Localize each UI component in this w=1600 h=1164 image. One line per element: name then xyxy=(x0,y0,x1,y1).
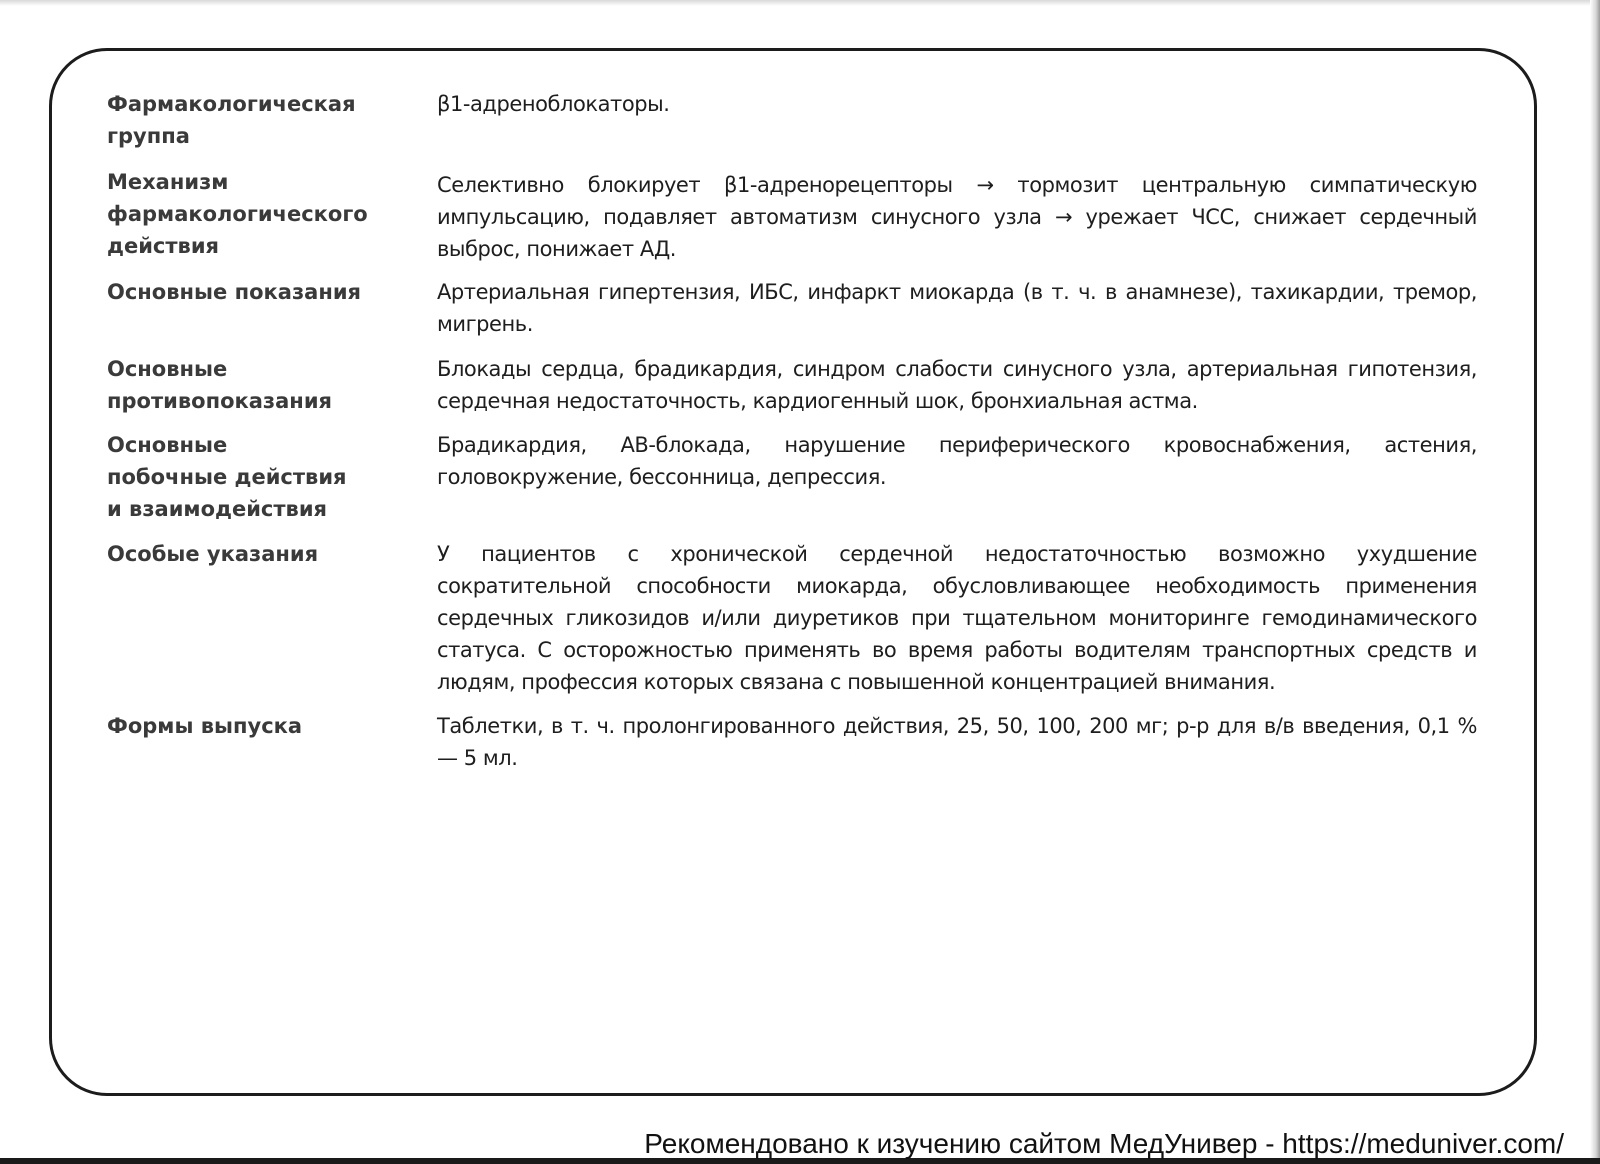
row-label: Особые указания xyxy=(107,542,319,566)
row-label: Основные побочные действия и взаимодействия xyxy=(107,433,347,521)
row-contraindications xyxy=(107,353,1507,417)
row-value: Селективно блокирует β1-адренорецепторы → тормозит центральную симпатическую импульсацию, подавляет автоматизм синусного узла → урежает ЧСС, снижает сердечный выброс, понижает АД. xyxy=(437,173,1477,261)
row-value: У пациентов с хронической сердечной недостаточностью возможно ухудшение сократительной способности миокарда, обусловливающее необходимость применения сердечных гликозидов и/или диуретиков при тщательном мониторинге гемодинамического статуса. С осторожностью применять во время работы водителям транспортных средств и людям, профессия которых связана с повышенной концентрацией внимания. xyxy=(437,542,1477,694)
row-mechanism-of-action xyxy=(107,166,1507,265)
footer-recommendation: Рекомендовано к изучению сайтом МедУнивер - https://meduniver.com/ xyxy=(644,1128,1564,1159)
row-indications xyxy=(107,276,1507,340)
row-value: Брадикардия, АВ-блокада, нарушение периферического кровоснабжения, астения, головокружение, бессонница, депрессия. xyxy=(437,433,1477,489)
row-value: Артериальная гипертензия, ИБС, инфаркт миокарда (в т. ч. в анамнезе), тахикардии, тремор, мигрень. xyxy=(437,280,1477,336)
row-special-instructions xyxy=(107,538,1507,698)
row-pharmacological-group xyxy=(107,88,1507,152)
row-value: Блокады сердца, брадикардия, синдром слабости синусного узла, артериальная гипотензия, сердечная недостаточность, кардиогенный шок, бронхиальная астма. xyxy=(437,357,1477,413)
row-label: Основные противопоказания xyxy=(107,357,333,413)
scan-edge-top xyxy=(0,0,1600,6)
row-side-effects xyxy=(107,429,1507,525)
scan-edge-right xyxy=(1590,0,1600,1164)
row-label: Формы выпуска xyxy=(107,714,303,738)
row-label: Фармакологическая группа xyxy=(107,92,356,148)
row-label: Механизм фармакологического действия xyxy=(107,170,368,258)
drug-info-card xyxy=(49,48,1537,1096)
row-value: β1-адреноблокаторы. xyxy=(437,92,670,116)
row-value: Таблетки, в т. ч. пролонгированного действия, 25, 50, 100, 200 мг; р-р для в/в введения, 0,1 % — 5 мл. xyxy=(437,714,1477,770)
row-release-forms xyxy=(107,710,1507,774)
row-label: Основные показания xyxy=(107,280,362,304)
